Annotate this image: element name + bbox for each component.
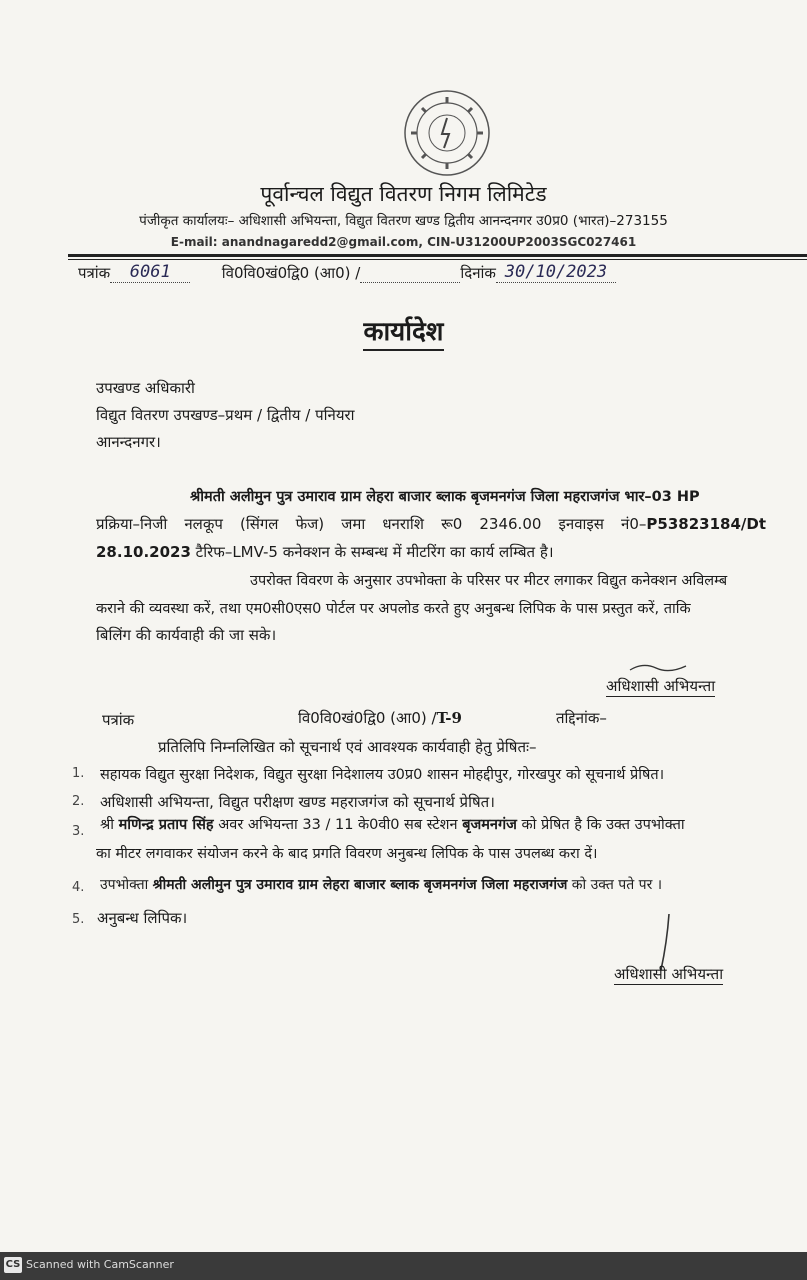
copy-item-3-continued: का मीटर लगवाकर संयोजन करने के बाद प्रगति विवरण अनुबन्ध लिपिक के पास उपलब्ध करा दें। — [96, 846, 598, 862]
registered-office-address: पंजीकृत कार्यालयः– अधिशासी अभियन्ता, विद्युत वितरण खण्ड द्वितीय आनन्दनगर उ0प्र0 (भारत)–273155 — [139, 213, 668, 229]
reference-line — [78, 262, 616, 283]
copy-item-1-number: 1. — [72, 766, 85, 781]
copy-item-3: श्री मणिन्द्र प्रताप सिंह अवर अभियन्ता 33 / 11 के0वी0 सब स्टेशन बृजमनगंज को प्रेषित है कि उक्त उपभोक्ता — [100, 817, 685, 833]
copy-item-3-number: 3. — [72, 824, 85, 839]
copy-intro: प्रतिलिपि निम्नलिखित को सूचनार्थ एवं आवश्यक कार्यवाही हेतु प्रेषितः– — [158, 738, 537, 756]
copy-item-1: सहायक विद्युत सुरक्षा निदेशक, विद्युत सुरक्षा निदेशालय उ0प्र0 शासन मोहद्दीपुर, गोरखपुर को सूचनार्थ प्रेषित। — [100, 767, 665, 783]
ref-number: 6061 — [129, 262, 171, 282]
recipient-line-1: उपखण्ड अधिकारी — [96, 379, 195, 397]
copy-item-5: अनुबन्ध लिपिक। — [97, 909, 188, 927]
camscanner-logo-icon: CS — [4, 1257, 22, 1273]
header-divider — [68, 254, 807, 257]
body-line-1: श्रीमती अलीमुन पुत्र उमाराव ग्राम लेहरा बाजार ब्लाक बृजमनगंज जिला महराजगंज भार–03 HP — [190, 489, 700, 505]
body-line-4: उपरोक्त विवरण के अनुसार उपभोक्ता के परिसर पर मीटर लगाकर विद्युत कनेक्शन अविलम्ब — [250, 573, 728, 589]
copy-item-2-number: 2. — [72, 794, 85, 809]
body-line-2: प्रक्रिया–निजी नलकूप (सिंगल फेज) जमा धनराशि रू0 2346.00 इनवाइस नं0–P53823184/Dt — [96, 515, 766, 533]
ref-label: पत्रांक — [78, 264, 111, 282]
recipient-line-2: विद्युत वितरण उपखण्ड–प्रथम / द्वितीय / पनियरा — [96, 406, 355, 424]
copy-item-5-number: 5. — [72, 912, 85, 927]
copy-item-4: उपभोक्ता श्रीमती अलीमुन पुत्र उमाराव ग्राम लेहरा बाजार ब्लाक बृजमनगंज जिला महराजगंज को उक्त पते पर । — [100, 877, 663, 893]
copy-date-label: तद्दिनांक– — [556, 709, 607, 727]
signature-1: अधिशासी अभियन्ता — [606, 677, 716, 695]
copy-item-4-number: 4. — [72, 880, 85, 895]
copy-ref-label: पत्रांक — [102, 711, 135, 729]
scanner-watermark: Scanned with CamScanner — [26, 1258, 174, 1271]
recipient-line-3: आनन्दनगर। — [96, 433, 161, 451]
body-line-5: कराने की व्यवस्था करें, तथा एम0सी0एस0 पोर्टल पर अपलोड करते हुए अनुबन्ध लिपिक के पास प्रस्तुत करें, ताकि — [96, 601, 691, 617]
corporation-seal-icon — [402, 88, 492, 178]
document-title: कार्यादेश — [0, 312, 807, 348]
date-label: दिनांक — [460, 264, 496, 282]
signature-2: अधिशासी अभियन्ता — [614, 965, 724, 983]
copy-dept-code: वि0वि0खं0द्वि0 (आ0) /T-9 — [298, 709, 462, 727]
email-cin: E-mail: anandnagaredd2@gmail.com, CIN-U31200UP2003SGC027461 — [170, 235, 637, 249]
body-line-6: बिलिंग की कार्यवाही की जा सके। — [96, 626, 277, 644]
body-line-3: 28.10.2023 टैरिफ–LMV-5 कनेक्शन के सम्बन्ध में मीटरिंग का कार्य लम्बित है। — [96, 543, 554, 561]
header-divider-thin — [68, 259, 807, 260]
signature-mark-icon — [628, 660, 688, 674]
copy-item-2: अधिशासी अभियन्ता, विद्युत परीक्षण खण्ड महराजगंज को सूचनार्थ प्रेषित। — [100, 793, 495, 811]
dept-code: वि0वि0खं0द्वि0 (आ0) / — [221, 264, 361, 282]
date-value: 30/10/2023 — [504, 262, 608, 282]
organisation-name: पूर्वान्चल विद्युत वितरण निगम लिमिटेड — [260, 182, 547, 206]
signature-stroke-icon — [655, 912, 675, 972]
